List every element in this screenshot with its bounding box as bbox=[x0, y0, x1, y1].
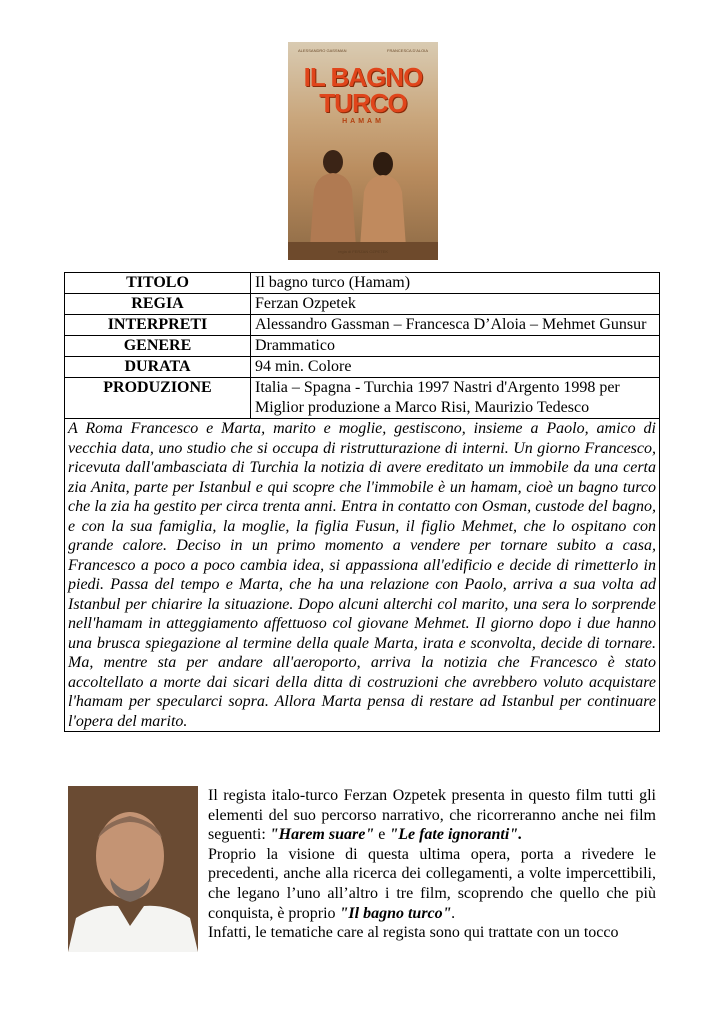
label-durata: DURATA bbox=[65, 357, 251, 378]
director-portrait bbox=[68, 786, 198, 952]
paragraph-2-end: . bbox=[451, 904, 456, 922]
portrait-figure bbox=[68, 786, 198, 952]
value-interpreti: Alessandro Gassman – Francesca D’Aloia – Mehmet Gunsur bbox=[251, 315, 660, 336]
poster-actor-right: FRANCESCA D'ALOIA bbox=[387, 48, 428, 53]
synopsis: A Roma Francesco e Marta, marito e moglie, gestiscono, insieme a Paolo, amico di vecchia data, uno studio che si occupa di ristrutturazione di interni. Un giorno Francesco, ricevuta dall'ambasciata di Turchia la notizia di avere ereditato un immobile da una certa zia Anita, parte per Istanbul e qui scopre che l'immobile è un hamam, cioè un bagno turco che la zia ha gestito per circa trenta anni. Entra in contatto con Osman, custode del bagno, e con la sua famiglia, la moglie, la figlia Fusun, il figlio Mehmet, che lo ospitano con grande calore. Deciso in un primo momento a vendere per tornare subito a casa, Francesco a poco a poco cambia idea, si appassiona all'edificio e decide di rimetterlo in piedi. Passa del tempo e Marta, che ha una relazione con Paolo, arriva a sua volta ad Istanbul per chiarire la situazione. Dopo alcuni alterchi col marito, una sera lo sorprende nell'hamam in atteggiamento affettuoso col giovane Mehmet. Il giorno dopo i due hanno una brusca spiegazione al termine della quale Marta, irata e sconvolta, decide di tornare. Ma, mentre sta per andare all'aeroporto, arriva la notizia che Francesco è stato accoltellato a morte dai sicari della ditta di costruzioni che avrebbero voluto acquistare l'hamam per specularci sopra. Allora Marta pensa di restare ad Istanbul per continuare l'opera del marito. bbox=[65, 419, 660, 732]
film-info-table bbox=[64, 272, 660, 732]
value-titolo: Il bagno turco (Hamam) bbox=[251, 273, 660, 294]
paragraph-2 bbox=[208, 845, 656, 923]
value-genere: Drammatico bbox=[251, 336, 660, 357]
poster-title-line1: IL BAGNO bbox=[303, 62, 423, 92]
table-row bbox=[65, 315, 660, 336]
label-regia: REGIA bbox=[65, 294, 251, 315]
label-produzione: PRODUZIONE bbox=[65, 378, 251, 419]
poster-figures bbox=[288, 42, 438, 260]
film-poster bbox=[288, 42, 438, 260]
table-row bbox=[65, 419, 660, 732]
label-genere: GENERE bbox=[65, 336, 251, 357]
film-title-harem-suare: "Harem suare" bbox=[269, 826, 375, 844]
paragraph-1-conjunction: e bbox=[374, 826, 390, 844]
poster-title-line2: TURCO bbox=[319, 88, 407, 118]
table-row bbox=[65, 336, 660, 357]
film-title-le-fate-ignoranti: "Le fate ignoranti" bbox=[389, 826, 519, 844]
paragraph-1-text: Il regista italo-turco Ferzan Ozpetek presenta in questo film tutti gli elementi del suo percorso narrativo, che ricorreranno anche nei film seguenti: bbox=[208, 787, 656, 844]
table-row bbox=[65, 273, 660, 294]
paragraph-1 bbox=[208, 786, 656, 845]
value-produzione: Italia – Spagna - Turchia 1997 Nastri d'Argento 1998 per Miglior produzione a Marco Risi, Maurizio Tedesco bbox=[251, 378, 660, 419]
film-title-il-bagno-turco: "Il bagno turco" bbox=[339, 904, 452, 922]
poster-subtitle: HAMAM bbox=[342, 118, 384, 125]
label-interpreti: INTERPRETI bbox=[65, 315, 251, 336]
label-titolo: TITOLO bbox=[65, 273, 251, 294]
table-row bbox=[65, 357, 660, 378]
table-row bbox=[65, 294, 660, 315]
paragraph-2-text: Proprio la visione di questa ultima opera, porta a rivedere le precedenti, anche alla ricerca dei collegamenti, a volte impercettibili, che legano l’uno all’altro i tre film, scoprendo che quello che più conquista, è proprio bbox=[208, 845, 656, 922]
poster-credit: regia di FERZAN OZPETEK bbox=[337, 249, 388, 254]
value-regia: Ferzan Ozpetek bbox=[251, 294, 660, 315]
value-durata: 94 min. Colore bbox=[251, 357, 660, 378]
poster-actor-left: ALESSANDRO GASSMAN bbox=[298, 48, 347, 53]
paragraph-1-end: . bbox=[518, 826, 523, 844]
article-text bbox=[208, 786, 656, 943]
paragraph-3: Infatti, le tematiche care al regista sono qui trattate con un tocco bbox=[208, 924, 619, 942]
table-row bbox=[65, 378, 660, 419]
